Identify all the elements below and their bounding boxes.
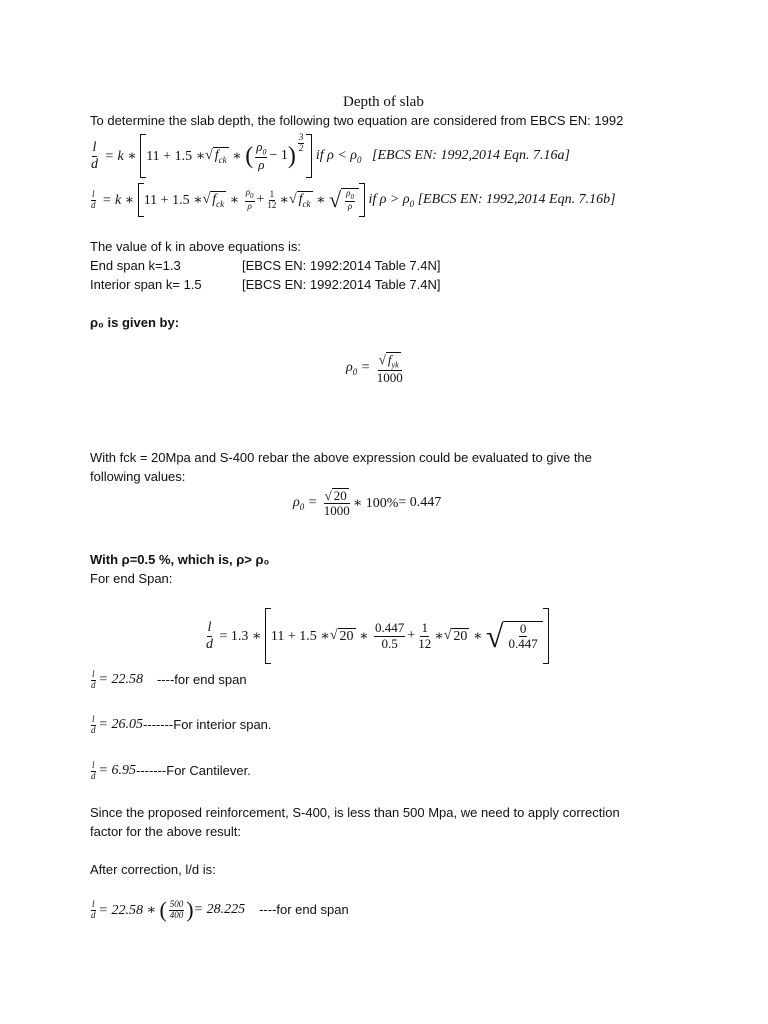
evaluation-text-line-1: With fck = 20Mpa and S-400 rebar the above expression could be evaluated to give the: [90, 450, 592, 465]
result-cantilever: $\frac{l}{d}$ = 6.95 -------For Cantilever.: [91, 760, 251, 781]
correction-text-line-2: factor for the above result:: [90, 824, 242, 839]
equation-7-16a-reference: [EBCS EN: 1992,2014 Eqn. 7.16a]: [372, 148, 570, 163]
result-end-span-note: ----for end span: [156, 672, 247, 688]
evaluation-text-line-2: following values:: [90, 469, 186, 484]
result-end-span: $\frac{l}{d}$ = 22.58 ----for end span: [91, 669, 247, 690]
result-interior-span: $\frac{l}{d}$ = 26.05 -------For interior span.: [91, 714, 272, 735]
rho-case-heading: With ρ=0.5 %, which is, ρ> ρ₀: [90, 552, 270, 567]
result-cantilever-value: = 6.95: [98, 763, 136, 779]
equation-7-16a: $\frac{l}{d}$ = k ∗ 11 + 1.5 ∗ √ $f_{ck}$ ∗ ( $\frac{\rho_0}{\rho}$ − 1 ) $\frac{3}{2}$ if $\rho < \rho_0$ [EBCS EN: 1992,2014 Eqn. 7.16a]: [88, 133, 570, 179]
rho0-result: = 0.447: [398, 495, 442, 511]
k-interior-span-label: Interior span k= 1.5: [90, 277, 202, 292]
equation-7-16b: $\frac{l}{d}$ = k ∗ 11 + 1.5 ∗ √ $f_{ck}$ ∗ $\frac{\rho_0}{\rho}$ + $\frac{1}{12}$ ∗ √ $f_{ck}$ ∗ √ $\frac{\rho_0}{\rho}$ if $\rho > \rho_0$ [EBCS EN: 1992,2014 Eqn. 7.16b]: [88, 181, 616, 219]
result-interior-span-value: = 26.05: [98, 717, 143, 733]
rho0-formula: $\rho_0$ = $\frac{√ f_{yk}}{1000}$: [346, 352, 403, 386]
end-span-heading: For end Span:: [90, 571, 173, 586]
k-end-span-reference: [EBCS EN: 1992:2014 Table 7.4N]: [242, 258, 441, 273]
result-end-span-value: = 22.58: [98, 672, 143, 688]
k-interior-span-reference: [EBCS EN: 1992:2014 Table 7.4N]: [242, 277, 441, 292]
result-interior-span-note: -------For interior span.: [142, 717, 272, 733]
correction-text-line-1: Since the proposed reinforcement, S-400, is less than 500 Mpa, we need to apply correction: [90, 805, 620, 820]
end-span-calculation: $\frac{l}{d}$ = 1.3 ∗ 11 + 1.5 ∗ √ 20 ∗ $\frac{0.447}{0.5}$ + $\frac{1}{12}$ ∗ √ 20 ∗ √ $\frac{0}{0.447}$: [203, 607, 549, 665]
after-correction-heading: After correction, l/d is:: [90, 862, 216, 877]
k-end-span-label: End span k=1.3: [90, 258, 181, 273]
page-title: Depth of slab: [343, 94, 424, 110]
result-cantilever-note: -------For Cantilever.: [135, 763, 251, 779]
k-heading: The value of k in above equations is:: [90, 239, 302, 254]
rho0-evaluation: $\rho_0$ = $\frac{√ 20}{1000}$ ∗ 100% = 0.447: [293, 488, 442, 519]
corrected-result: $\frac{l}{d}$ = 22.58 ∗ ( $\frac{500}{400}$ ) = 28.225 ----for end span: [91, 897, 349, 922]
rho0-heading: ρ₀ is given by:: [90, 315, 180, 330]
corrected-note: ----for end span: [259, 902, 349, 917]
equation-7-16b-reference: [EBCS EN: 1992,2014 Eqn. 7.16b]: [417, 192, 616, 207]
corrected-value: = 28.225: [193, 902, 246, 917]
intro-paragraph: To determine the slab depth, the following two equation are considered from EBCS EN: 1992: [90, 113, 624, 128]
